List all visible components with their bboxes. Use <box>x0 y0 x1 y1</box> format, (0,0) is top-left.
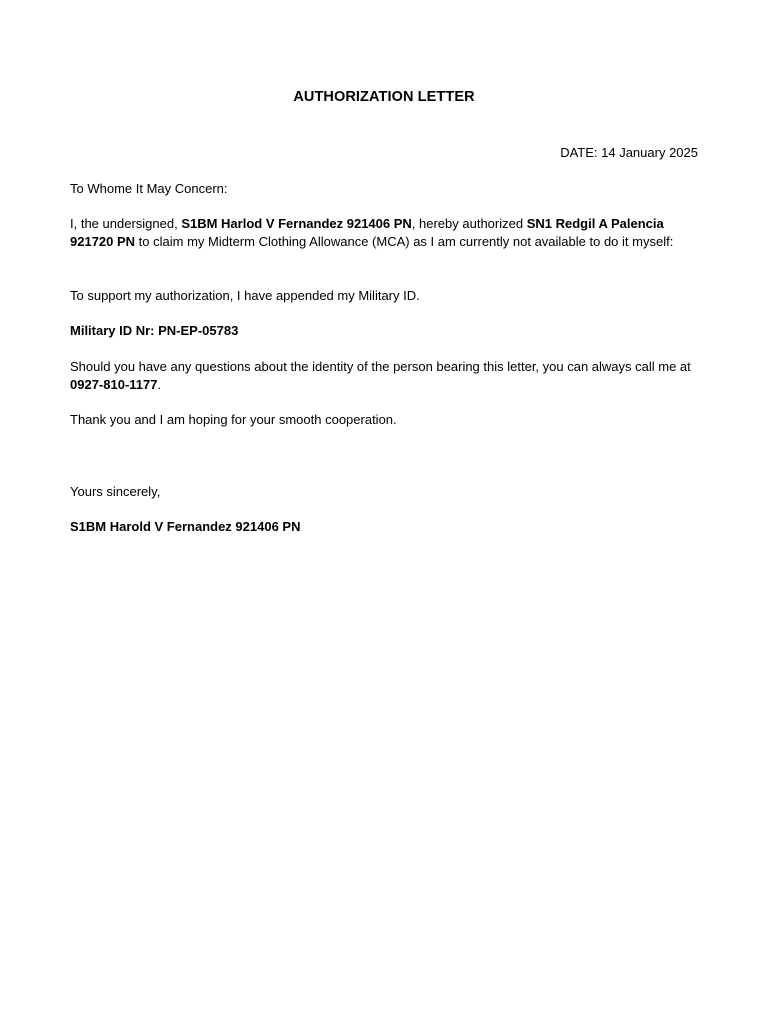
salutation: To Whome It May Concern: <box>70 181 228 196</box>
authorization-text-start: I, the undersigned, <box>70 216 182 231</box>
authorization-text-end: to claim my Midterm Clothing Allowance (MCA) as I am currently not available to do it myself: <box>135 233 674 249</box>
phone-number: 0927-810-1177 <box>70 376 158 392</box>
grantor-name: S1BM Harlod V Fernandez 921406 PN <box>181 216 412 231</box>
contact-text: Should you have any questions about the identity of the person bearing this letter, you can always call me at <box>70 359 691 374</box>
signature-name: S1BM Harold V Fernandez 921406 PN <box>70 519 301 534</box>
closing: Yours sincerely, <box>70 484 161 499</box>
letter-date: DATE: 14 January 2025 <box>560 145 698 160</box>
grantee-name: SN1 Redgil A Palencia 921720 PN <box>70 216 664 249</box>
authorization-paragraph <box>70 215 702 250</box>
contact-text-end: . <box>157 376 162 392</box>
military-id: Military ID Nr: PN-EP-05783 <box>70 323 239 338</box>
authorization-text-middle: , hereby authorized <box>411 216 527 231</box>
support-paragraph: To support my authorization, I have appended my Military ID. <box>70 288 420 303</box>
contact-paragraph <box>70 358 700 393</box>
letter-title: AUTHORIZATION LETTER <box>293 89 475 105</box>
thanks-paragraph: Thank you and I am hoping for your smooth cooperation. <box>70 412 397 427</box>
